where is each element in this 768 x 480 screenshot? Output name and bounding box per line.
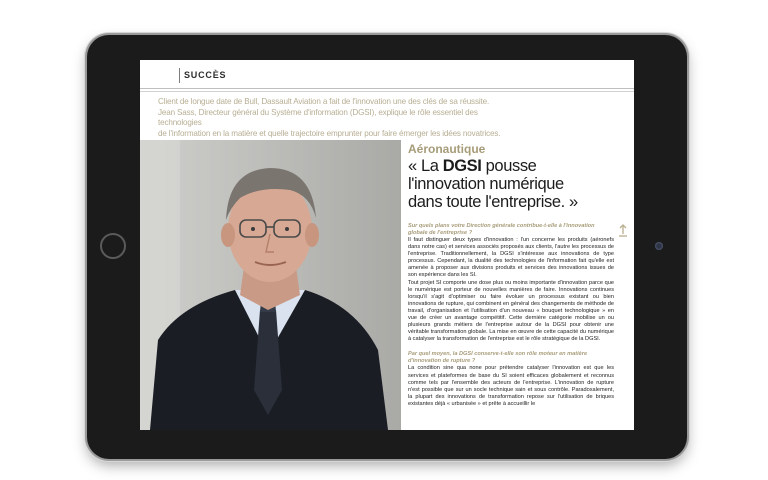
question-1: Sur quels plans votre Direction générale contribue-t-elle à l'innovation globale de l'entreprise ? (408, 223, 595, 236)
tablet-screen (140, 60, 634, 430)
headline-suffix: pousse (481, 157, 537, 175)
section-label: SUCCÈS (184, 70, 227, 80)
question-2: Par quel moyen, la DGSI conserve-t-elle son rôle moteur en matière d'innovation de rupture ? (408, 351, 588, 365)
intro-line: Client de longue date de Bull, Dassault Aviation a fait de l'innovation une des clés de sa réussite. (158, 97, 490, 106)
headline-line-3: dans toute l'entreprise. » (408, 193, 578, 211)
portrait-photo (140, 140, 401, 430)
article-column (408, 140, 614, 408)
article-headline (408, 157, 614, 211)
tablet-device (87, 35, 687, 459)
headline-line-1 (408, 157, 614, 175)
intro-text (158, 97, 518, 139)
intro-line: Jean Sass, Directeur général du Système d'information (DGSI), explique le rôle essentiel des technologies (158, 107, 478, 128)
intro-line: de l'information en la matière et quelle trajectoire emprunter pour faire émerger les idées novatrices. (158, 128, 501, 138)
front-camera-icon (655, 242, 663, 250)
headline-prefix: « La (408, 157, 443, 175)
answer-2-paragraph: La condition sine qua none pour prétendre catalyser l'innovation est que les services et plateformes de base du SI soient efficaces globalement et reconnus comme tels par l'ensemble des acteurs de l'entreprise. L'innovation de rupture n'est possible que sur un socle technique sain et sous contrôle. Paradoxalement, la plupart des innovations de transformation repose sur l'utilisation de briques existantes déjà « urbanisée » et prête à accueillir le (408, 365, 614, 407)
home-button[interactable] (100, 233, 126, 259)
portrait-illustration (140, 140, 401, 430)
share-icon[interactable] (618, 224, 628, 238)
headline-strong: DGSI (442, 157, 482, 175)
section-header (140, 60, 634, 89)
answer-1-paragraph-1: Il faut distinguer deux types d'innovation : l'un concerne les produits (aéronefs dans notre cas) et services associés proposés aux clients, l'autre les processus de l'entreprise. Traditionnellement, la DGSI s'intéresse aux innovations de type processus. Cependant, la dualité des technologies de l'information fait qu'elle est amenée à proposer aux divisions produits et services des innovations issues de son expérience dans les SI. (408, 237, 614, 279)
header-rule (140, 91, 634, 92)
answer-1-paragraph-2: Tout projet SI comporte une dose plus ou moins importante d'innovation parce que le numérique est porteur de nouvelles manières de faire. Innovations continues lorsqu'il s'agit d'optimiser ou faire évoluer un processus existant ou bien innovations de rupture, qui combinent en général des changements de méthode de travail, d'organisation et l'utilisation d'un nouveau « bouquet technologique » en vue de créer un avantage compétitif. Cette dernière catégorie mobilise un ou plusieurs grands métiers de l'entreprise autour de la DGSI pour obtenir une véritable transformation globale. La mise en œuvre de cette capacité du numérique à catalyser la transformation de l'entreprise est le rôle stratégique de la DGSI. (408, 279, 614, 343)
headline-line-2: l'innovation numérique (408, 175, 564, 193)
section-divider (179, 68, 180, 83)
article-kicker: Aéronautique (408, 142, 486, 156)
